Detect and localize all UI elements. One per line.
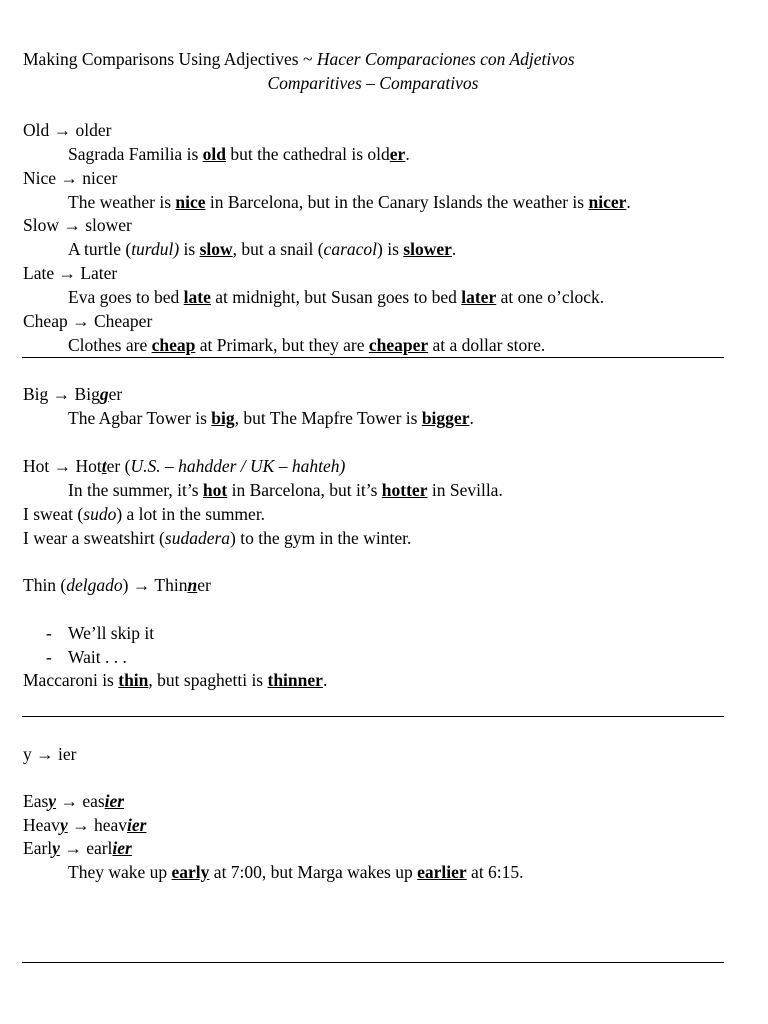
keyword: old: [202, 144, 226, 164]
keyword: bigger: [421, 408, 470, 428]
rule-early: [23, 836, 132, 860]
spanish-word: turdul): [131, 239, 180, 259]
keyword: nicer: [588, 192, 627, 212]
doubled-letter: n: [187, 575, 198, 595]
rule-thin: [23, 573, 211, 597]
text: I sweat (: [23, 504, 84, 524]
text: in Sevilla.: [427, 480, 503, 500]
text: .: [469, 408, 474, 428]
text: er (: [106, 456, 131, 476]
rule-heavy: [23, 813, 146, 837]
text: , but The Mapfre Tower is: [234, 408, 422, 428]
example-nice: [68, 190, 631, 214]
spanish-word: sudo: [83, 504, 117, 524]
comparative-word: older: [75, 120, 112, 140]
spanish-word: delgado: [66, 575, 123, 595]
page-title: [23, 47, 575, 71]
keyword: thinner: [267, 670, 323, 690]
keyword: er: [389, 144, 406, 164]
text: ier: [53, 744, 77, 764]
base-word: Old: [23, 120, 50, 140]
text: Thin: [150, 575, 188, 595]
example-old: [68, 142, 410, 166]
text: er: [197, 575, 211, 595]
text: I wear a sweatshirt (: [23, 528, 165, 548]
ending: ier: [104, 791, 125, 811]
rule-hot: [23, 454, 345, 478]
arrow-icon: →: [53, 120, 72, 140]
page-subtitle: Comparitives – Comparativos: [267, 73, 479, 93]
rule-cheap: [23, 309, 152, 333]
doubled-letter: t: [101, 456, 107, 476]
ending: ier: [112, 838, 132, 858]
rule-nice: [23, 166, 117, 190]
keyword: big: [211, 408, 235, 428]
arrow-icon: →: [132, 575, 151, 595]
text: .: [405, 144, 410, 164]
base-word: Nice: [23, 168, 57, 188]
text: Eas: [23, 791, 49, 811]
arrow-icon: →: [52, 384, 71, 404]
bullet-icon: -: [46, 623, 52, 643]
rule-easy: [23, 789, 124, 813]
base-word: Big: [23, 384, 49, 404]
text: at one o’clock.: [496, 287, 605, 307]
arrow-icon: →: [58, 263, 76, 283]
keyword: hot: [202, 480, 228, 500]
text: ) is: [377, 239, 404, 259]
arrow-icon: →: [63, 215, 81, 235]
keyword: slow: [199, 239, 233, 259]
comparative-word: Cheaper: [93, 311, 153, 331]
text: at a dollar store.: [428, 335, 546, 355]
text: , but a snail (: [232, 239, 324, 259]
pronunciation: U.S. – hahdder / UK – hahteh): [130, 456, 346, 476]
list-item: Wait . . .: [68, 647, 127, 667]
text: Maccaroni is: [23, 670, 119, 690]
ending-letter: y: [52, 838, 60, 858]
base-word: Cheap: [23, 311, 68, 331]
spanish-word: sudadera: [164, 528, 231, 548]
text: Heav: [23, 815, 60, 835]
example-thin: [23, 668, 327, 692]
example-slow: [68, 237, 456, 261]
sentence-sweatshirt: [23, 526, 411, 550]
title-spanish: Hacer Comparaciones con Adjetivos: [316, 49, 575, 69]
text: ) a lot in the summer.: [116, 504, 266, 524]
text: er: [108, 384, 123, 404]
text: at midnight, but Susan goes to bed: [210, 287, 462, 307]
text: in Barcelona, but in the Canary Islands the weather is: [205, 192, 589, 212]
text: Thin (: [23, 575, 67, 595]
arrow-icon: →: [64, 838, 82, 858]
comparative-word: slower: [85, 215, 132, 235]
title-english: Making Comparisons Using Adjectives ~: [23, 49, 317, 69]
section-divider: [22, 962, 724, 963]
text: eas: [77, 791, 105, 811]
comparative-word: Later: [80, 263, 118, 283]
section-divider: [22, 357, 724, 358]
text: ) to the gym in the winter.: [230, 528, 412, 548]
rule-slow: [23, 213, 132, 237]
keyword: nice: [175, 192, 206, 212]
arrow-icon: →: [36, 744, 54, 764]
text: .: [626, 192, 631, 212]
arrow-icon: →: [60, 168, 78, 188]
example-big: [68, 406, 474, 430]
arrow-icon: →: [60, 791, 78, 811]
text: Eva goes to bed: [68, 287, 184, 307]
ending-letter: y: [48, 791, 57, 811]
ending-letter: y: [59, 815, 68, 835]
arrow-icon: →: [72, 311, 90, 331]
spanish-word: caracol: [323, 239, 378, 259]
rule-big: [23, 382, 122, 406]
text: The Agbar Tower is: [68, 408, 212, 428]
arrow-icon: →: [72, 815, 90, 835]
text: y: [23, 744, 37, 764]
text: in Barcelona, but it’s: [227, 480, 382, 500]
text: is: [179, 239, 200, 259]
example-late: [68, 285, 604, 309]
text: but the cathedral is old: [226, 144, 390, 164]
keyword: cheaper: [368, 335, 429, 355]
keyword: hotter: [381, 480, 428, 500]
keyword: slower: [403, 239, 452, 259]
section-divider: [22, 716, 724, 717]
base-word: Late: [23, 263, 55, 283]
text: Earl: [23, 838, 53, 858]
text: Hot: [75, 456, 102, 476]
text: at Primark, but they are: [195, 335, 369, 355]
text: at 7:00, but Marga wakes up: [209, 862, 418, 882]
example-cheap: [68, 333, 545, 357]
doubled-letter: g: [99, 384, 109, 404]
text: earl: [81, 838, 113, 858]
text: ): [122, 575, 133, 595]
keyword: later: [461, 287, 497, 307]
sentence-sweat: [23, 502, 265, 526]
keyword: thin: [118, 670, 149, 690]
rule-y-ier: [23, 742, 76, 766]
example-hot: [68, 478, 503, 502]
rule-old: [23, 118, 111, 142]
text: Sagrada Familia is: [68, 144, 203, 164]
keyword: late: [183, 287, 211, 307]
text: The weather is: [68, 192, 176, 212]
ending: ier: [127, 815, 147, 835]
text: Clothes are: [68, 335, 152, 355]
text: , but spaghetti is: [148, 670, 268, 690]
text: .: [451, 239, 457, 259]
keyword: early: [171, 862, 210, 882]
list-item: We’ll skip it: [68, 623, 155, 643]
text: Big: [74, 384, 100, 404]
keyword: earlier: [417, 862, 467, 882]
comparative-word: nicer: [82, 168, 118, 188]
text: In the summer, it’s: [68, 480, 203, 500]
keyword: cheap: [151, 335, 196, 355]
base-word: Hot: [23, 456, 50, 476]
text: heav: [89, 815, 128, 835]
text: .: [322, 670, 328, 690]
rule-late: [23, 261, 117, 285]
bullet-icon: -: [46, 647, 52, 667]
example-early: [68, 860, 524, 884]
text: A turtle (: [68, 239, 132, 259]
text: They wake up: [68, 862, 172, 882]
arrow-icon: →: [53, 456, 72, 476]
text: at 6:15.: [466, 862, 524, 882]
base-word: Slow: [23, 215, 59, 235]
